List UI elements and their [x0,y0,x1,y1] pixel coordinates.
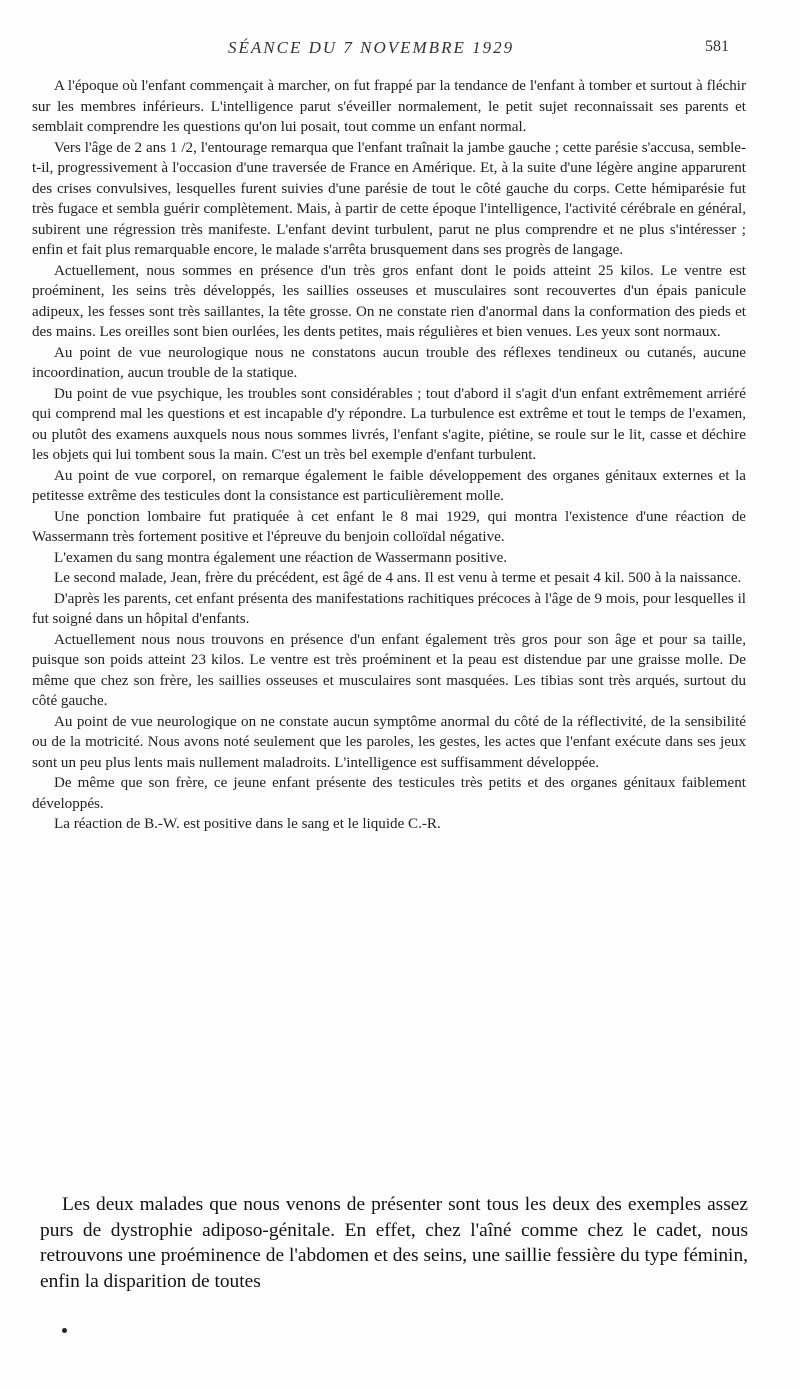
case-report-text [32,76,746,835]
paragraph: Du point de vue psychique, les troubles sont considérables ; tout d'abord il s'agit d'un enfant extrêmement arriéré qui comprend mal les questions et est incapable d'y répondre. La turbulence est extrême et tout le temps de l'examen, ou plutôt des examens auxquels nous nous sommes livrés, l'enfant s'agite, piétine, se roule sur le lit, casse et déchire les objets qui lui tombent sous la main. C'est un très bel exemple d'enfant turbulent. [32,385,746,463]
paragraph: Au point de vue neurologique on ne constate aucun symptôme anormal du côté de la réflectivité, de la sensibilité ou de la motricité. Nous avons noté seulement que les paroles, les gestes, les actes que l'enfant exécute dans ses jeux sont un peu plus lents mais nullement maladroits. L'intelligence est suffisamment développée. [32,713,746,771]
paragraph: Actuellement nous nous trouvons en présence d'un enfant également très gros pour son âge et pour sa taille, puisque son poids atteint 23 kilos. Le ventre est très proéminent et la peau est distendue par une graisse molle. De même que chez son frère, les saillies osseuses et musculaires sont masquées. Les tibias sont très arqués, surtout du côté gauche. [32,631,746,709]
paragraph: La réaction de B.-W. est positive dans le sang et le liquide C.-R. [54,816,441,832]
conclusion-paragraph: Les deux malades que nous venons de présenter sont tous les deux des exemples assez purs de dystrophie adiposo-génitale. En effet, chez l'aîné comme chez le cadet, nous retrouvons une proéminence de l'abdomen et des seins, une saillie fessière du type féminin, enfin la disparition de toutes [40,1194,748,1292]
paragraph: A l'époque où l'enfant commençait à marcher, on fut frappé par la tendance de l'enfant à tomber et surtout à fléchir sur les membres inférieurs. L'intelligence parut s'éveiller normalement, le petit sujet reconnaissait ses parents et semblait comprendre les questions qu'on lui posait, tout comme un enfant normal. [32,78,746,135]
paragraph: Une ponction lombaire fut pratiquée à cet enfant le 8 mai 1929, qui montra l'existence d'une réaction de Wassermann très fortement positive et l'épreuve du benjoin colloïdal négative. [32,508,746,545]
running-head: SÉANCE DU 7 NOVEMBRE 1929 [228,38,515,57]
paragraph: Actuellement, nous sommes en présence d'un très gros enfant dont le poids atteint 25 kilos. Le ventre est proéminent, les seins très développés, les saillies osseuses et musculaires sont recouvertes d'un épais panicule adipeux, les fesses sont très saillantes, la tête grosse. On ne constate rien d'anormal dans la conformation des pieds et des mains. Les oreilles sont bien ourlées, les dents petites, mais régulières et bien venues. Les yeux sont normaux. [32,262,746,340]
page-number: 581 [705,38,729,55]
paragraph: Vers l'âge de 2 ans 1 /2, l'entourage remarqua que l'enfant traînait la jambe gauche ; cette parésie s'accusa, semble-t-il, progressivement à l'occasion d'une traversée de France en Amérique. Et, à la suite d'une légère angine apparurent des crises convulsives, lesquelles furent suivies d'une parésie de tout le côté gauche du corps. Cette hémiparésie fut très fugace et sembla guérir complètement. Mais, à partir de cette époque l'intelligence, l'activité cérébrale en général, subirent une régression très manifeste. L'enfant devint turbulent, parut ne plus comprendre et ne plus s'intéresser ; enfin et fait plus remarquable encore, le malade s'arrêta brusquement dans ses progrès de langage. [32,139,746,258]
page-header [0,38,800,62]
discussion-text [40,1192,748,1294]
paragraph: Au point de vue corporel, on remarque également le faible développement des organes génitaux externes et la petitesse extrême des testicules dont la consistance est particulièrement molle. [32,467,746,504]
paragraph: D'après les parents, cet enfant présenta des manifestations rachitiques précoces à l'âge de 9 mois, pour lesquelles il fut soigné dans un hôpital d'enfants. [32,590,746,627]
paragraph: De même que son frère, ce jeune enfant présente des testicules très petits et des organes génitaux faiblement développés. [32,775,746,812]
ink-speck [62,1328,67,1333]
paragraph: Au point de vue neurologique nous ne constatons aucun trouble des réflexes tendineux ou cutanés, aucune incoordination, aucun trouble de la statique. [32,344,746,381]
paragraph: Le second malade, Jean, frère du précédent, est âgé de 4 ans. Il est venu à terme et pesait 4 kil. 500 à la naissance. [54,570,742,586]
paragraph: L'examen du sang montra également une réaction de Wassermann positive. [54,549,508,566]
